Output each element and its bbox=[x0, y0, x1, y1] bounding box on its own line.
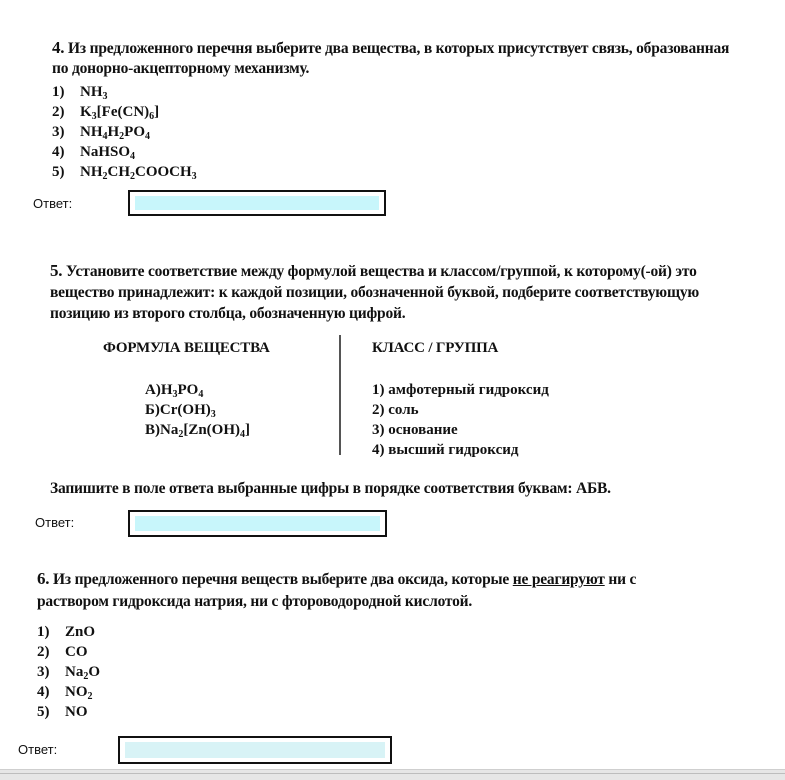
formula: $NH_2CH_2COOCH_3$ bbox=[80, 164, 197, 182]
question-5-instruction: Запишите в поле ответа выбранные цифры в порядке соответствия буквам: АБВ. bbox=[50, 480, 611, 497]
question-5-text bbox=[50, 260, 697, 282]
class-column-header: КЛАСС / ГРУППА bbox=[372, 340, 499, 356]
option-number: 2) bbox=[37, 644, 50, 660]
column-divider bbox=[339, 335, 341, 455]
formula: ZnO bbox=[65, 624, 96, 640]
answer-box-q5[interactable] bbox=[128, 510, 387, 537]
question-5-number: 5. bbox=[50, 261, 63, 280]
option-number: 4) bbox=[37, 684, 50, 700]
answer-input-q5[interactable] bbox=[135, 516, 380, 531]
question-6-options bbox=[37, 622, 100, 722]
option-number: 5) bbox=[37, 704, 50, 720]
formula: NO bbox=[65, 704, 88, 720]
answer-input-q6[interactable] bbox=[125, 742, 385, 758]
question-5-line1: Установите соответствие между формулой вещества и классом/группой, к которому(-ой) это bbox=[66, 263, 697, 280]
option-item bbox=[37, 702, 100, 722]
option-number: А) bbox=[145, 382, 161, 398]
formula: NaHSO$_4$ bbox=[80, 144, 136, 162]
question-6-number: 6. bbox=[37, 569, 50, 588]
formula-list bbox=[145, 380, 250, 440]
option-number: 2) bbox=[52, 104, 65, 120]
question-4-line1: Из предложенного перечня выберите два вещества, в которых присутствует связь, образованная bbox=[68, 40, 730, 57]
formula-item bbox=[145, 420, 250, 440]
option-item bbox=[52, 122, 197, 142]
answer-input-q4[interactable] bbox=[135, 196, 379, 210]
class-list bbox=[372, 380, 549, 460]
answer-label-q5: Ответ: bbox=[35, 515, 75, 530]
formula: $Na_2[Zn(OH)_4]$ bbox=[160, 422, 251, 440]
question-4-line2: по донорно-акцепторному механизму. bbox=[52, 60, 310, 77]
formula: CO bbox=[65, 644, 88, 660]
question-4-options bbox=[52, 82, 197, 182]
formula: $NH_4H_2PO_4$ bbox=[80, 124, 151, 142]
option-number: Б) bbox=[145, 402, 160, 418]
question-4-number: 4. bbox=[52, 38, 65, 57]
question-6-line1-post: ни с bbox=[604, 571, 637, 588]
option-item bbox=[52, 82, 197, 102]
answer-label-q4: Ответ: bbox=[33, 196, 73, 211]
formula: $NH_3$ bbox=[80, 84, 108, 102]
option-item bbox=[37, 682, 100, 702]
question-5-line2: вещество принадлежит: к каждой позиции, обозначенной буквой, подберите соответствующую bbox=[50, 284, 700, 301]
formula-item bbox=[145, 380, 250, 400]
bottom-scrollbar[interactable] bbox=[0, 769, 785, 780]
question-4-text bbox=[52, 37, 729, 59]
answer-box-q4[interactable] bbox=[128, 190, 386, 216]
option-item bbox=[37, 642, 100, 662]
option-item bbox=[37, 622, 100, 642]
formula: $H_3PO_4$ bbox=[160, 382, 204, 400]
option-number: 1) bbox=[37, 624, 50, 640]
question-5-line3: позицию из второго столбца, обозначенную цифрой. bbox=[50, 305, 406, 322]
formula-column-header: ФОРМУЛА ВЕЩЕСТВА bbox=[103, 340, 270, 356]
question-6-line2: раствором гидроксида натрия, ни с фтороводородной кислотой. bbox=[37, 593, 473, 610]
class-item: 3) основание bbox=[372, 422, 458, 438]
question-6-emphasis: не реагируют bbox=[512, 571, 605, 588]
class-item: 2) соль bbox=[372, 402, 419, 418]
option-item bbox=[52, 142, 197, 162]
class-item: 1) амфотерный гидроксид bbox=[372, 382, 549, 398]
option-number: 4) bbox=[52, 144, 65, 160]
answer-box-q6[interactable] bbox=[118, 736, 392, 764]
option-item bbox=[52, 162, 197, 182]
formula: $NO_2$ bbox=[65, 684, 93, 702]
option-number: В) bbox=[145, 422, 160, 438]
formula-item bbox=[145, 400, 250, 420]
formula: $K_3[Fe(CN)_6]$ bbox=[80, 104, 160, 122]
formula: $Na_2O$ bbox=[65, 664, 101, 682]
question-6-line1-pre: Из предложенного перечня веществ выберите два оксида, которые bbox=[53, 571, 513, 588]
formula: $Cr(OH)_3$ bbox=[159, 402, 216, 420]
option-number: 1) bbox=[52, 84, 65, 100]
option-number: 3) bbox=[37, 664, 50, 680]
option-number: 5) bbox=[52, 164, 65, 180]
option-number: 3) bbox=[52, 124, 65, 140]
answer-label-q6: Ответ: bbox=[18, 742, 58, 757]
question-6-text bbox=[37, 568, 636, 590]
option-item bbox=[52, 102, 197, 122]
option-item bbox=[37, 662, 100, 682]
class-item: 4) высший гидроксид bbox=[372, 442, 519, 458]
